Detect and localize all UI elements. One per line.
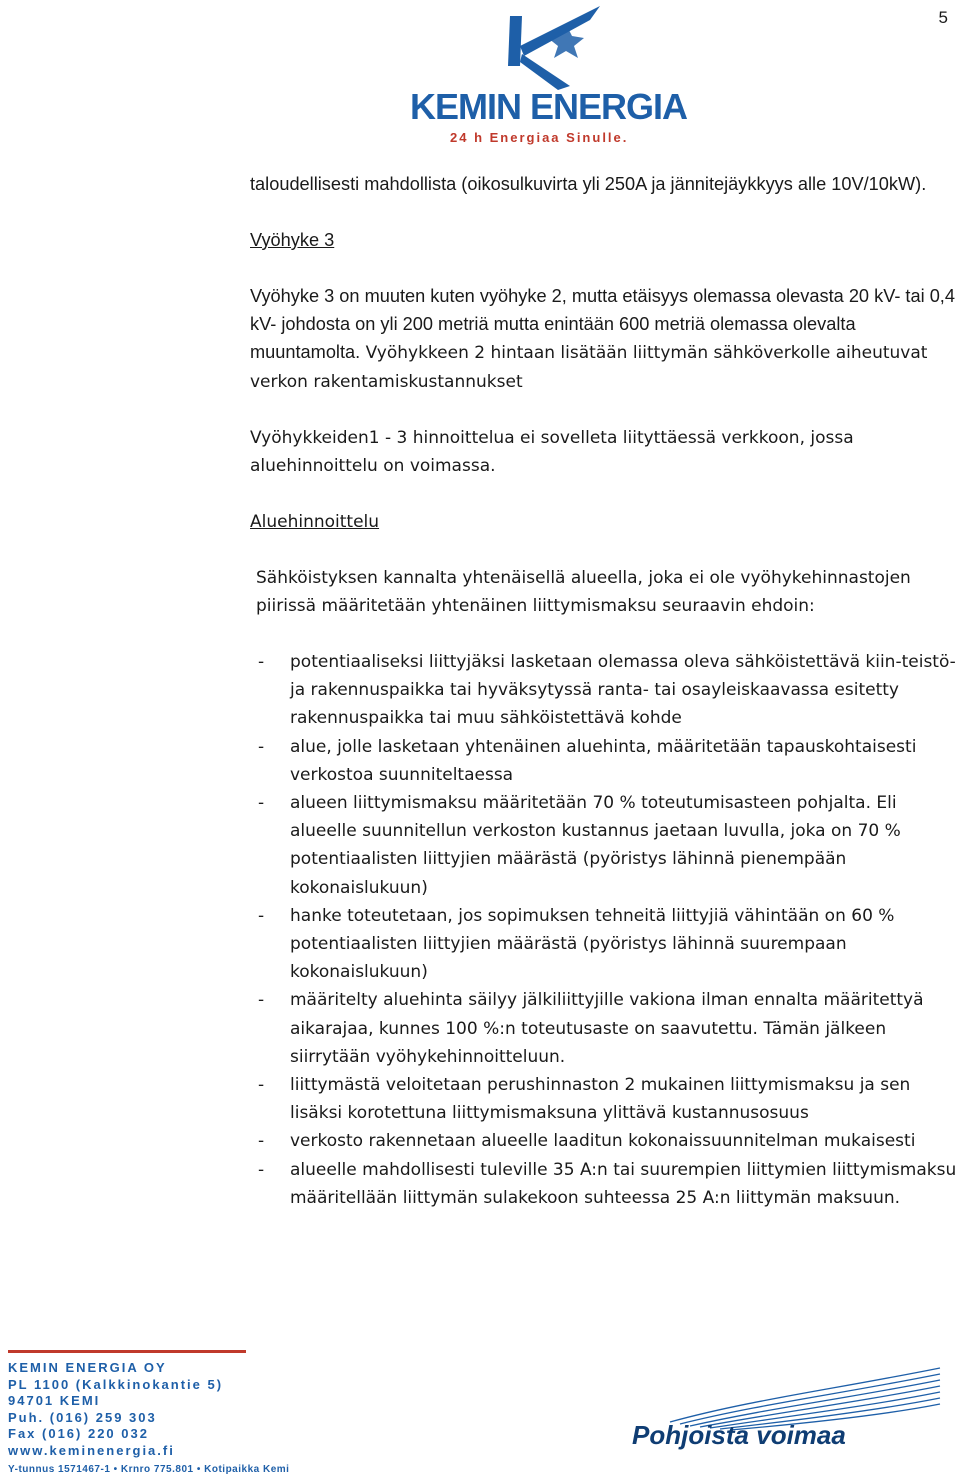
footer-line: www.keminenergia.fi [8, 1442, 175, 1458]
footer-line: KEMIN ENERGIA OY [8, 1360, 167, 1375]
footer-contact [8, 1360, 289, 1479]
kemin-energia-logo [400, 6, 690, 146]
footer-line: Fax (016) 220 032 [8, 1426, 149, 1441]
footer-line: Puh. (016) 259 303 [8, 1409, 157, 1425]
area-intro: Sähköistyksen kannalta yhtenäisellä alueella, joka ei ole vyöhykehinnastojen piirissä määritetään yhtenäinen liittymismaksu seuraavin ehdoin: [256, 568, 911, 616]
footer-line: 94701 KEMI [8, 1393, 101, 1408]
logo-slogan: 24 h Energiaa Sinulle. [450, 130, 629, 145]
zone3-text-b: Vyöhykkeen 2 hintaan lisätään liittymän sähköverkolle aiheutuvat verkon rakentamiskustannukset [250, 343, 928, 392]
area-heading: Aluehinnoittelu [250, 512, 380, 532]
list-item: - hanke toteutetaan, jos sopimuksen tehneitä liittyjiä vähintään on 60 % potentiaalisten liittyjien määrästä (pyöristys lähinnä suurempaan kokonaislukuun) [250, 902, 960, 987]
zones-note: Vyöhykkeiden1 - 3 hinnoittelua ei sovelleta liityttäessä verkkoon, jossa aluehinnoittelu on voimassa. [250, 428, 854, 476]
page-number: 5 [938, 8, 948, 27]
list-item: - määritelty aluehinta säilyy jälkiliittyjille vakiona ilman ennalta määritettyä aikarajaa, kunnes 100 %:n toteutusaste on saavutettu. Tämän jälkeen siirrytään vyöhykehinnoitteluun. [250, 986, 960, 1071]
pohjoista-voimaa-logo [630, 1360, 950, 1460]
area-conditions-list [250, 648, 960, 1212]
footer-registry: Y-tunnus 1571467-1 • Krnro 775.801 • Kotipaikka Kemi [8, 1464, 290, 1475]
list-item: - alueen liittymismaksu määritetään 70 % toteutumisasteen pohjalta. Eli alueelle suunnitellun verkoston kustannus jaetaan luvulla, joka on 70 % potentiaalisten liittyjien määrästä (pyöristys lähinnä pienempään kokonaislukuun) [250, 789, 960, 902]
logo-wordmark: KEMIN ENERGIA [410, 86, 688, 127]
footer-divider [8, 1350, 246, 1353]
footer-line: PL 1100 (Kalkkinokantie 5) [8, 1376, 224, 1392]
document-body [250, 170, 960, 1212]
zone3-text-a: Vyöhyke 3 on muuten kuten vyöhyke 2, mutta etäisyys olemassa olevasta 20 kV- tai 0,4 kV- johdosta on yli 200 metriä mutta enintään 600 metriä olemassa olevalta muuntamolta. [250, 286, 955, 362]
list-item: - liittymästä veloitetaan perushinnaston 2 mukainen liittymismaksu ja sen lisäksi korotettuna liittymismaksuna ylittävä kustannusosuus [250, 1071, 960, 1127]
list-item: - verkosto rakennetaan alueelle laaditun kokonaissuunnitelman mukaisesti [250, 1127, 960, 1155]
zone3-paragraph [250, 282, 960, 396]
list-item: - alue, jolle lasketaan yhtenäinen aluehinta, määritetään tapauskohtaisesti verkostoa suunniteltaessa [250, 733, 960, 789]
brand-slogan: Pohjoista voimaa [632, 1420, 846, 1450]
intro-paragraph: taloudellisesti mahdollista (oikosulkuvirta yli 250A ja jännitejäykkyys alle 10V/10kW). [250, 174, 927, 194]
list-item: - alueelle mahdollisesti tuleville 35 A:n tai suurempien liittymien liittymismaksu määritellään liittymän sulakekoon suhteessa 25 A:n liittymän maksuun. [250, 1156, 960, 1212]
zone3-heading: Vyöhyke 3 [250, 230, 335, 250]
list-item: - potentiaaliseksi liittyjäksi lasketaan olemassa oleva sähköistettävä kiin-teistö- ja rakennuspaikka tai hyväksytyssä ranta- tai osayleiskaavassa esitetty rakennuspaikka tai muu sähköistettävä kohde [250, 648, 960, 733]
